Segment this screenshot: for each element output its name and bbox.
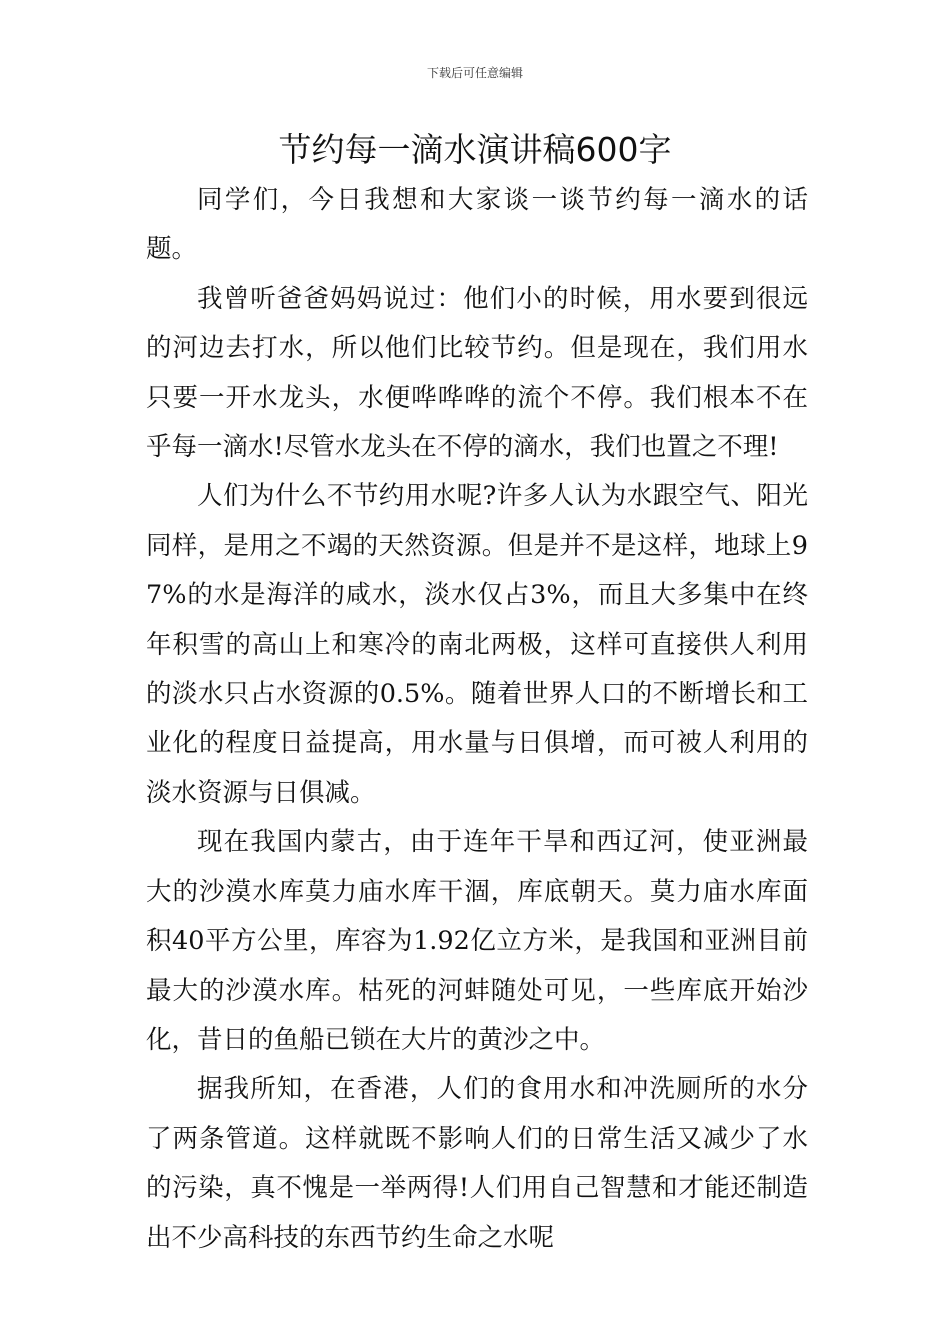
header-note: 下载后可任意编辑 xyxy=(426,66,523,80)
paragraph-5: 据我所知，在香港，人们的食用水和冲洗厕所的水分了两条管道。这样就既不影响人们的日常生活又减少了水的污染，真不愧是一举两得!人们用自己智慧和才能还制造出不少高科技的东西节约生命之水呢 xyxy=(146,1074,808,1253)
paragraph-2: 我曾听爸爸妈妈说过：他们小的时候，用水要到很远的河边去打水，所以他们比较节约。但是现在，我们用水只要一开水龙头，水便哗哗哗的流个不停。我们根本不在乎每一滴水!尽管水龙头在不停的滴水，我们也置之不理! xyxy=(146,283,808,463)
document-title: 节约每一滴水演讲稿600字 xyxy=(278,130,672,169)
document-body xyxy=(146,176,808,1263)
paragraph-3: 人们为什么不节约用水呢?许多人认为水跟空气、阳光同样，是用之不竭的天然资源。但是并不是这样，地球上97%的水是海洋的咸水，淡水仅占3%，而且大多集中在终年积雪的高山上和寒冷的南北两极，这样可直接供人利用的淡水只占水资源的0.5%。随着世界人口的不断增长和工业化的程度日益提高，用水量与日俱增，而可被人利用的淡水资源与日俱减。 xyxy=(146,481,808,808)
paragraph-1: 同学们，今日我想和大家谈一谈节约每一滴水的话题。 xyxy=(146,185,808,265)
paragraph-4: 现在我国内蒙古，由于连年干旱和西辽河，使亚洲最大的沙漠水库莫力庙水库干涸，库底朝天。莫力庙水库面积40平方公里，库容为1.92亿立方米，是我国和亚洲目前最大的沙漠水库。枯死的河蚌随处可见，一些库底开始沙化，昔日的鱼船已锁在大片的黄沙之中。 xyxy=(146,827,808,1055)
